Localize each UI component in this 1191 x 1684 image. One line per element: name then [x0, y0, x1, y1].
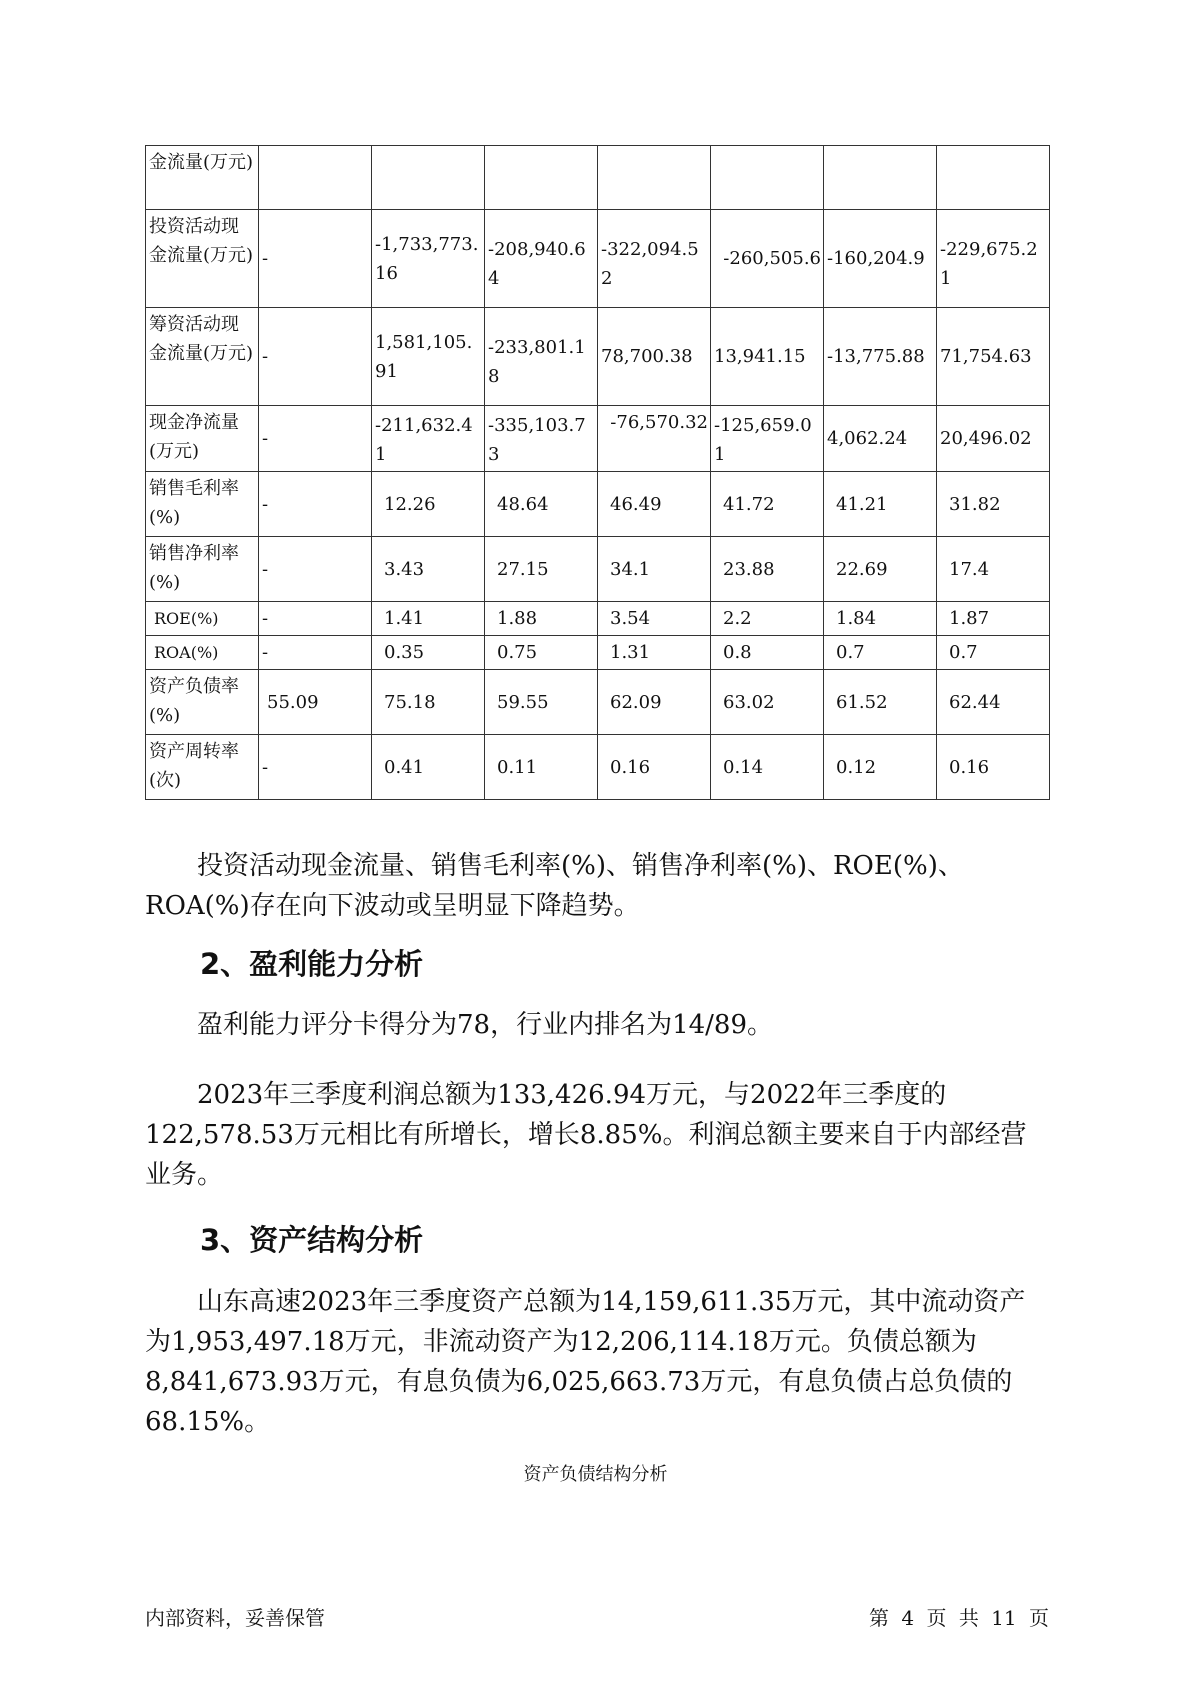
table-cell: -125,659.01 — [711, 406, 824, 472]
table-cell: -211,632.41 — [372, 406, 485, 472]
table-cell: 0.8 — [711, 636, 824, 670]
table-row — [146, 472, 1050, 537]
table-cell: 0.7 — [824, 636, 937, 670]
table-cell: 0.35 — [372, 636, 485, 670]
table-cell: 1.88 — [485, 602, 598, 636]
row-label: 现金净流量(万元) — [146, 406, 259, 472]
table-cell: 13,941.15 — [711, 308, 824, 406]
table-cell: - — [259, 735, 372, 800]
table-cell: 17.4 — [937, 537, 1050, 602]
table-cell — [485, 146, 598, 210]
table-cell: 1.31 — [598, 636, 711, 670]
table-cell — [372, 146, 485, 210]
table-cell — [259, 146, 372, 210]
table-row — [146, 308, 1050, 406]
asset-structure-paragraph: 山东高速2023年三季度资产总额为14,159,611.35万元，其中流动资产为1,953,497.18万元，非流动资产为12,206,114.18万元。负债总额为8,841,673.93万元，有息负债为6,025,663.73万元，有息负债占总负债的68.15%。 — [145, 1287, 1026, 1437]
table-cell: 0.16 — [598, 735, 711, 800]
footer-confidential: 内部资料，妥善保管 — [145, 1606, 325, 1630]
row-label: 投资活动现金流量(万元) — [146, 210, 259, 308]
financial-metrics-table — [145, 145, 1050, 800]
table-cell: - — [259, 472, 372, 537]
table-cell: -322,094.52 — [598, 210, 711, 308]
table-cell: -13,775.88 — [824, 308, 937, 406]
table-cell: 61.52 — [824, 670, 937, 735]
figure-caption: 资产负债结构分析 — [523, 1464, 668, 1485]
table-cell: 2.2 — [711, 602, 824, 636]
table-cell: 0.41 — [372, 735, 485, 800]
table-cell: 71,754.63 — [937, 308, 1050, 406]
table-cell: - — [259, 636, 372, 670]
table-cell: 34.1 — [598, 537, 711, 602]
summary-paragraph: 投资活动现金流量、销售毛利率(%)、销售净利率(%)、ROE(%)、ROA(%)存在向下波动或呈明显下降趋势。 — [145, 851, 964, 921]
section-heading-asset-structure: 3、资产结构分析 — [200, 1223, 424, 1257]
table-cell: 59.55 — [485, 670, 598, 735]
table-cell: - — [259, 210, 372, 308]
table-row — [146, 636, 1050, 670]
table-cell: -335,103.73 — [485, 406, 598, 472]
table-cell: -160,204.9 — [824, 210, 937, 308]
table-cell: 1.84 — [824, 602, 937, 636]
section-heading-profitability: 2、盈利能力分析 — [200, 947, 424, 981]
table-cell: 78,700.38 — [598, 308, 711, 406]
table-cell: 0.12 — [824, 735, 937, 800]
table-cell: 55.09 — [259, 670, 372, 735]
table-cell: 20,496.02 — [937, 406, 1050, 472]
table-cell — [711, 146, 824, 210]
table-cell: 3.43 — [372, 537, 485, 602]
table-cell: 0.14 — [711, 735, 824, 800]
table-cell: 27.15 — [485, 537, 598, 602]
table-row — [146, 146, 1050, 210]
table-cell: 75.18 — [372, 670, 485, 735]
table-cell: 1,581,105.91 — [372, 308, 485, 406]
table-cell: - — [259, 406, 372, 472]
row-label: 销售毛利率(%) — [146, 472, 259, 537]
table-cell — [598, 146, 711, 210]
table-cell: 0.7 — [937, 636, 1050, 670]
table-cell: - — [259, 602, 372, 636]
footer-page-number: 第 4 页 共 11 页 — [869, 1606, 1049, 1630]
table-cell: 31.82 — [937, 472, 1050, 537]
table-cell: 22.69 — [824, 537, 937, 602]
table-cell: 12.26 — [372, 472, 485, 537]
table-row — [146, 210, 1050, 308]
table-cell: 1.87 — [937, 602, 1050, 636]
table-cell: 0.16 — [937, 735, 1050, 800]
table-cell: 1.41 — [372, 602, 485, 636]
table-row — [146, 735, 1050, 800]
table-cell — [937, 146, 1050, 210]
table-cell: 23.88 — [711, 537, 824, 602]
table-cell: -233,801.18 — [485, 308, 598, 406]
table-cell: 41.72 — [711, 472, 824, 537]
row-label: 销售净利率(%) — [146, 537, 259, 602]
table-cell: -229,675.21 — [937, 210, 1050, 308]
table-cell: 62.09 — [598, 670, 711, 735]
row-label: 筹资活动现金流量(万元) — [146, 308, 259, 406]
table-cell: -208,940.64 — [485, 210, 598, 308]
table-cell: 62.44 — [937, 670, 1050, 735]
table-cell: 46.49 — [598, 472, 711, 537]
row-label: ROA(%) — [146, 636, 259, 670]
table-cell: -76,570.32 — [598, 406, 711, 472]
table-cell: 3.54 — [598, 602, 711, 636]
table-cell: 41.21 — [824, 472, 937, 537]
table-cell: -260,505.6 — [711, 210, 824, 308]
table-cell: - — [259, 537, 372, 602]
table-cell: 4,062.24 — [824, 406, 937, 472]
profit-total-paragraph: 2023年三季度利润总额为133,426.94万元，与2022年三季度的122,578.53万元相比有所增长，增长8.85%。利润总额主要来自于内部经营业务。 — [145, 1080, 1027, 1190]
table-cell — [824, 146, 937, 210]
table-cell: - — [259, 308, 372, 406]
table-row — [146, 602, 1050, 636]
profitability-score-paragraph: 盈利能力评分卡得分为78，行业内排名为14/89。 — [197, 1010, 774, 1040]
table-cell: 0.75 — [485, 636, 598, 670]
table-row — [146, 406, 1050, 472]
table-cell: 63.02 — [711, 670, 824, 735]
row-label: 资产周转率(次) — [146, 735, 259, 800]
row-label: 金流量(万元) — [146, 146, 259, 210]
row-label: 资产负债率(%) — [146, 670, 259, 735]
table-cell: -1,733,773.16 — [372, 210, 485, 308]
row-label: ROE(%) — [146, 602, 259, 636]
table-row — [146, 670, 1050, 735]
table-cell: 0.11 — [485, 735, 598, 800]
table-row — [146, 537, 1050, 602]
table-cell: 48.64 — [485, 472, 598, 537]
